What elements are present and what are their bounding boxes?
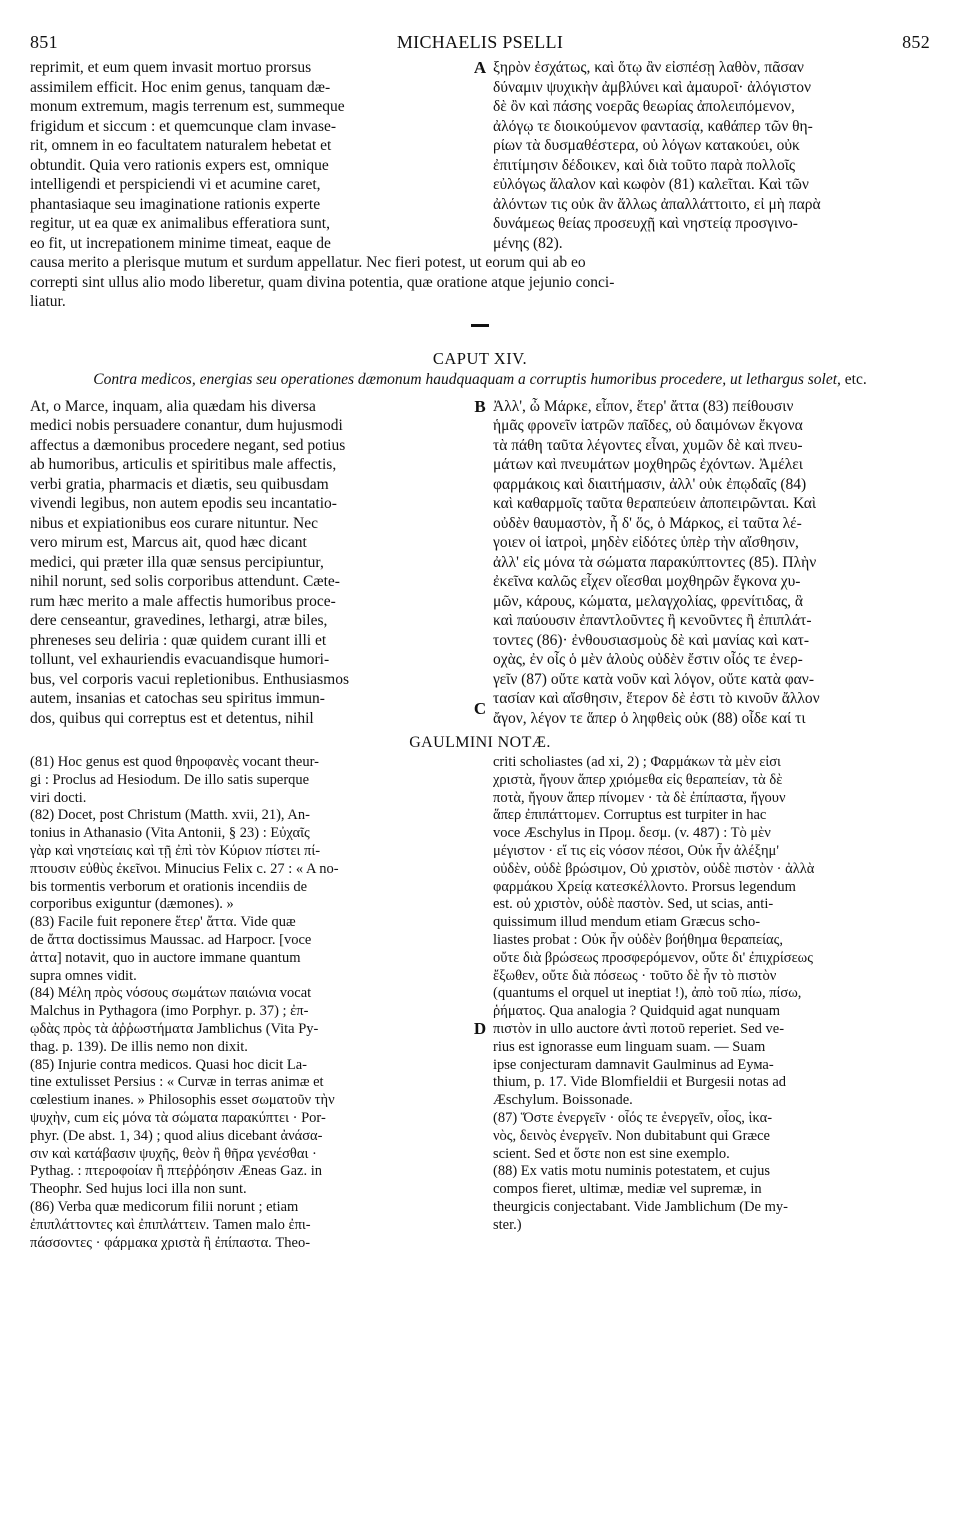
note-line: Theophr. Sed hujus loci illa non sunt. [30, 1181, 247, 1198]
text-line: dos, quibus qui correptus est et detentus, nihil [30, 709, 314, 727]
chapter-heading: CAPUT XIV. [432, 348, 528, 368]
text-line: ἐπιτίμησιν δέδοικεν, καὶ διὰ τοῦτο παρὰ πολλοῖς [493, 156, 796, 174]
note-line: (quantums el orquel ut ineptiat !), ἀπὸ τοῦ πίω, πίσω, [493, 985, 802, 1002]
text-line: γοιεν οἱ ἰατροὶ, μηδὲν εἰδότες ὑπὲρ τὴν αἴσθησιν, [493, 534, 799, 551]
note-line: Pythag. : πτεροφοίαν ἢ πτεῤῥόησιν Æneas Gaz. in [30, 1163, 323, 1180]
text-line: γεῖν (87) οὔτε κατὰ νοῦν καὶ λόγον, οὔτε κατὰ φαν- [493, 670, 814, 688]
text-line: δύναμιν ψυχικὴν ἀμβλύνει καὶ ἀμαυροῖ· ἀλόγιστον [493, 78, 811, 96]
note-line: bis tormentis verborum et orationis incendiis de [30, 878, 308, 895]
note-line: liastes probat : Οὐκ ἦν οὐδὲν βοήθημα θεραπείας, [493, 931, 783, 948]
text-line: verbi gratia, pharmacis et diætis, seu quibusdam [30, 475, 329, 493]
note-line: gi : Proclus ad Hesiodum. De illo satis superque [30, 771, 310, 788]
greek-column [493, 397, 930, 729]
text-line: At, o Marce, inquam, alia quædam his diversa [30, 397, 316, 415]
note-line: viri docti. [30, 789, 87, 806]
text-line: εὐλόγως ἄλαλον καὶ κωφὸν (81) καλεῖται. Καὶ τῶν [493, 176, 809, 193]
text-line: nibus et expiationibus eos curare nituntur. Nec [30, 514, 318, 532]
notes-heading: GAULMINI NOTÆ. [409, 734, 551, 751]
note-line: (88) Ex vatis motu numinis potestatem, et cujus [493, 1163, 771, 1180]
note-line: χριστὰ, ἤγουν ἅπερ χριόμεθα εἰς θεραπείαν, τὰ δὲ [493, 771, 783, 788]
note-line: ποτὰ, ἤγουν ἅπερ πίνομεν · τὰ δὲ ἐπίπαστα, ἤγουν [493, 789, 786, 806]
note-line: ster.) [493, 1216, 522, 1233]
text-line: τὰ πάθη ταῦτα λέγοντες εἶναι, χυμῶν δὲ καὶ πνευ- [493, 436, 803, 454]
note-line: ψυχὴν, cum εἰς μόνα τὰ σώματα παρακύπτει · Por- [30, 1109, 326, 1126]
notes-left-column [30, 754, 467, 1252]
middle-text-columns [30, 397, 930, 729]
text-line: vivendi legibus, non autem epodis seu incantatio- [30, 495, 337, 512]
note-line: (85) Injurie contra medicos. Quasi hoc dicit La- [30, 1056, 308, 1073]
text-line: μένης (82). [493, 234, 563, 252]
text-line: eo fit, ut increpationem minime timeat, eaque de [30, 234, 331, 252]
text-line: reprimit, et eum quem invasit mortuo prorsus [30, 59, 312, 76]
note-line: thag. p. 139). De illis nemo non dixit. [30, 1038, 248, 1055]
text-line: ἀλλ' εἰς μόνα τὰ σώματα παρακύπτοντες (85). Πλὴν [493, 553, 817, 571]
note-line: φαρμάκου Χρείᾳ κατεσκέλλοντο. Prorsus legendum [493, 878, 796, 895]
note-line: (87) Ὅστε ἐνεργεῖν · οἷός τε ἐνεργεῖν, οἷος, ἱκα- [493, 1109, 773, 1126]
text-line: assimilem efficit. Hoc enim genus, tanquam dæ- [30, 78, 331, 96]
note-line: de ἄττα doctissimus Maussac. ad Harpocr. [voce [30, 931, 312, 948]
margin-marker-b: B [474, 396, 486, 416]
note-line: theurgicis conjectabant. Vide Jamblichum (De my- [493, 1198, 788, 1215]
note-line: ῳδὰς πρὸς τὰ ἀῤῥωστήματα Jamblichus (Vita Py- [30, 1020, 319, 1037]
latin-column [30, 58, 467, 253]
note-line: phyr. (De abst. 1, 34) ; quod alius dicebant ἀνάσα- [30, 1127, 323, 1144]
text-line: ξηρὸν ἐσχάτως, καὶ ὅτῳ ἂν εἰσπέσῃ λαθὸν, πᾶσαν [493, 59, 804, 76]
text-line: intelligendi et perspiciendi vi et acumine caret, [30, 176, 321, 193]
text-line: monum extremum, magis terrenum est, summeque [30, 98, 345, 115]
note-line: voce Æschylus in Προμ. δεσμ. (v. 487) : Τὸ μὲν [493, 825, 771, 842]
text-line: affectus a dæmonibus procedere negant, sed potius [30, 436, 346, 454]
text-line: Ἀλλ', ὦ Μάρκε, εἶπον, ἕτερ' ἄττα (83) πείθουσιν [493, 397, 794, 415]
note-line: cœlestium inanes. » Philosophis esset σωματοῦν τὴν [30, 1092, 335, 1109]
note-line: compos fieret, ultimæ, mediæ vel supremæ, in [493, 1181, 762, 1198]
margin-marker-c: C [473, 698, 487, 718]
text-line: δυνάμεως θείας προσευχῇ καὶ νηστείᾳ προσγινο- [493, 215, 798, 232]
margin-markers-bc [467, 397, 493, 729]
note-line: (81) Hoc genus est quod θηροφανὲς vocant theur- [30, 754, 319, 770]
text-line: ρίων τὰ δυσμαθέστερα, οὐ λόγων κατακούει, οὐκ [493, 137, 800, 154]
text-line: liatur. [30, 293, 66, 310]
text-line: rum hæc merito a male affectis humoribus proce- [30, 592, 336, 610]
text-line: ἐκεῖνα καλῶς εἶχεν οἴεσθαι μοχθηρῶν ἔγκονα χυ- [493, 573, 801, 590]
note-line: ἔξωθεν, οὔτε διὰ πόσεως · τοῦτο δὲ ἦν τὸ πιστὸν [493, 967, 777, 984]
document-page [30, 32, 930, 1527]
note-line: (83) Facile fuit reponere ἕτερ' ἄττα. Vide quæ [30, 914, 296, 931]
text-line: frigidum et siccum : et quemcunque clam invase- [30, 117, 337, 135]
chapter-subtitle: Contra medicos, energias seu operationes dæmonum haudquaquam a corruptis humoribus procedere, ut lethargus solet, etc. [93, 370, 867, 388]
text-line: tollunt, vel exhauriendis evacuandisque humori- [30, 651, 330, 668]
note-line: (86) Verba quæ medicorum filii norunt ; etiam [30, 1198, 299, 1215]
note-line: quissimum illud mendum etiam Græcus scho- [493, 914, 761, 931]
text-line: ἡμᾶς φρονεῖν ἰατρῶν παῖδες, οὐ δαιμόνων ἔκγονα [493, 417, 803, 434]
note-line: ipse conjecturam damnavit Gaulminus ad Eума- [493, 1056, 774, 1073]
page-number-right: 852 [902, 32, 930, 52]
text-line: phantasiaque seu imaginatione rationis experte [30, 195, 321, 213]
text-line: οχὰς, ἐν οἷς ὁ μὲν ἁλοὺς οὐδὲν ἔστιν οἷός τε ἐνερ- [493, 651, 803, 668]
margin-marker-d: D [473, 1019, 487, 1038]
note-line: supra omnes vidit. [30, 967, 137, 984]
note-line: γὰρ καὶ νηστείαις καὶ τῇ ἐπὶ τὸν Κύριον πίστει πί- [30, 842, 321, 859]
text-line: τοντες (86)· ἐνθουσιασμοὺς δὲ καὶ μανίας καὶ κατ- [493, 631, 810, 649]
text-line: regitur, ut ea quæ ex animalibus efferatiora sunt, [30, 215, 330, 232]
text-line: μάτων καὶ πνευμάτων μοχθηρῶς ἐχόντων. Ἀμέλει [493, 456, 803, 473]
text-line: μῶν, κάρους, κώματα, μελαγχολίας, φρενίτιδας, ἃ [493, 592, 804, 610]
note-line: οὐδὲν, οὐδὲ βρώσιμον, Οὐ χριστὸν, οὐδὲ πιστὸν · ἀλλὰ [493, 860, 815, 877]
note-line: ἀττα] notavit, quo in auctore immane quantum [30, 949, 301, 966]
note-line: ῥήματος. Qua analogia ? Quidquid agat nunquam [493, 1003, 780, 1020]
section-divider [471, 324, 489, 327]
text-line: phreneses seu deliria : quæ quidem curant illi et [30, 631, 327, 649]
note-line: tonius in Athanasio (Vita Antonii, § 23) : Εὐχαῖς [30, 825, 310, 842]
note-line: οὔτε διὰ βρώσεως προσφερόμενον, οὔτε δι' ἐπιχρίσεως [493, 949, 813, 966]
text-line: medici nobis persuadere conantur, dum hujusmodi [30, 417, 343, 434]
text-line: καὶ παύουσιν ἐπαντλοῦντες ἢ κενοῦντες ἢ ἐπιπλάτ- [493, 612, 812, 629]
running-title: MICHAELIS PSELLI [396, 32, 564, 52]
text-line: ab humoribus, articulis et spiritibus male affectis, [30, 456, 337, 473]
note-line: (84) Μέλη πρὸς νόσους σωμάτων παιώνια vocat [30, 985, 312, 1002]
latin-column [30, 397, 467, 729]
text-line: ἀλόγῳ τε διοικούμενον φαντασίᾳ, καθάπερ τῶν θη- [493, 117, 813, 135]
text-line: autem, insanias et catochas seu spiritus immun- [30, 690, 325, 707]
margin-marker-a: A [473, 58, 487, 77]
greek-column [493, 58, 930, 253]
note-line: (82) Docet, post Christum (Matth. xvii, 21), An- [30, 807, 310, 824]
footnotes [30, 754, 930, 1252]
text-line: ἄγον, λέγον τε ἅπερ ὁ ληφθεὶς οὐκ (88) οἶδε καί τι [493, 709, 806, 727]
text-line: οὐδὲν θαυμαστὸν, ἦ δ' ὅς, ὁ Μάρκος, εἰ ταῦτα λέ- [493, 514, 802, 532]
note-line: μέγιστον · εἴ τις εἰς νόσον πέσοι, Οὐκ ἦν ἀλέξημ' [493, 842, 779, 859]
text-line: rit, omnem in eo facultatem naturalem hebetat et [30, 137, 332, 154]
note-line: scient. Sed et ὅστε non est sine exemplo. [493, 1145, 730, 1162]
text-line: dere censeantur, gravedines, lethargi, atræ biles, [30, 612, 328, 629]
note-line: πτουσιν εὐθὺς ἐκεῖνοι. Minucius Felix c. 27 : « A no- [30, 860, 339, 877]
note-line: tine extulisset Persius : « Curvæ in terras animæ et [30, 1074, 324, 1091]
note-line: ἅπερ ἐπιπάττομεν. Corruptus est turpiter in hac [493, 807, 767, 824]
text-line: medici, qui præter illa quæ sensus percipiuntur, [30, 553, 324, 571]
full-width-text [30, 253, 930, 312]
page-number-left: 851 [30, 32, 58, 52]
note-line: Malchus in Pythagora (imo Porphyr. p. 37) ; ἐπ- [30, 1003, 309, 1020]
note-line: ἐπιπλάττοντες καὶ ἐπιπλάττειν. Tamen malo ἐπι- [30, 1216, 311, 1233]
note-line: πιστὸν in ullo auctore ἀντὶ ποτοῦ reperiet. Sed ve- [493, 1020, 785, 1037]
text-line: τασίαν καὶ αἴσθησιν, ἕτερον δὲ ἐστι τὸ κινοῦν ἄλλον [493, 690, 820, 707]
text-line: φαρμάκοις καὶ διαιτήμασιν, ἀλλ' οὐκ ἐπῳδαῖς (84) [493, 475, 807, 493]
text-line: nihil norunt, sed solis corporibus attendunt. Cæte- [30, 573, 340, 590]
note-line: νὸς, δεινὸς ἐνεργεῖν. Non dubitabunt qui Græce [493, 1127, 770, 1144]
note-line: thium, p. 17. Vide Blomfieldii et Burgesii notas ad [493, 1074, 787, 1091]
notes-right-column [493, 754, 930, 1252]
note-line: πάσσοντες · φάρμακα χριστὰ ἢ ἐπίπαστα. Theo- [30, 1234, 311, 1251]
text-line: καὶ καθαρμοῖς ταῦτα θεραπεύειν ἀποπειρῶνται. Καὶ [493, 495, 817, 512]
note-line: σιν καὶ κατάβασιν ψυχῆς, θεὸν ἢ θῆρα γενέσθαι · [30, 1145, 317, 1162]
note-line: est. οὐ χριστὸν, οὐδὲ παστὸν. Sed, ut scias, anti- [493, 896, 774, 913]
text-line: bus, vel corporis vacui repletionibus. Enthusiasmos [30, 670, 349, 688]
text-line: δὲ ὂν καὶ πάσης νοερᾶς θεωρίας ἀπολειπόμενον, [493, 98, 795, 115]
top-text-columns [30, 58, 930, 253]
text-line: correpti sint ullus alio modo liberetur, quam divina potentia, quæ oratione atque jejunio conci- [30, 273, 615, 291]
note-line: corporibus exiguntur (dæmones). » [30, 896, 234, 913]
text-line: causa merito a plerisque mutum et surdum appellatur. Nec fieri potest, ut eorum qui ab eo [30, 254, 586, 271]
text-line: obtundit. Quia vero rationis expers est, omnique [30, 156, 329, 174]
page-header [30, 32, 930, 58]
text-line: ἀλόντων τις οὐκ ἂν ἄλλως ἀπαλλάττοιτο, εἰ μὴ παρὰ [493, 195, 821, 213]
text-line: vero mirum est, Marcus ait, quod hæc dicant [30, 534, 307, 551]
note-line: Æschylum. Boissonade. [493, 1092, 633, 1109]
note-line: rius est ignorasse eum linguam suam. — Suam [493, 1038, 766, 1055]
note-line: criti scholiastes (ad xi, 2) ; Φαρμάκων τὰ μὲν εἰσι [493, 754, 781, 770]
